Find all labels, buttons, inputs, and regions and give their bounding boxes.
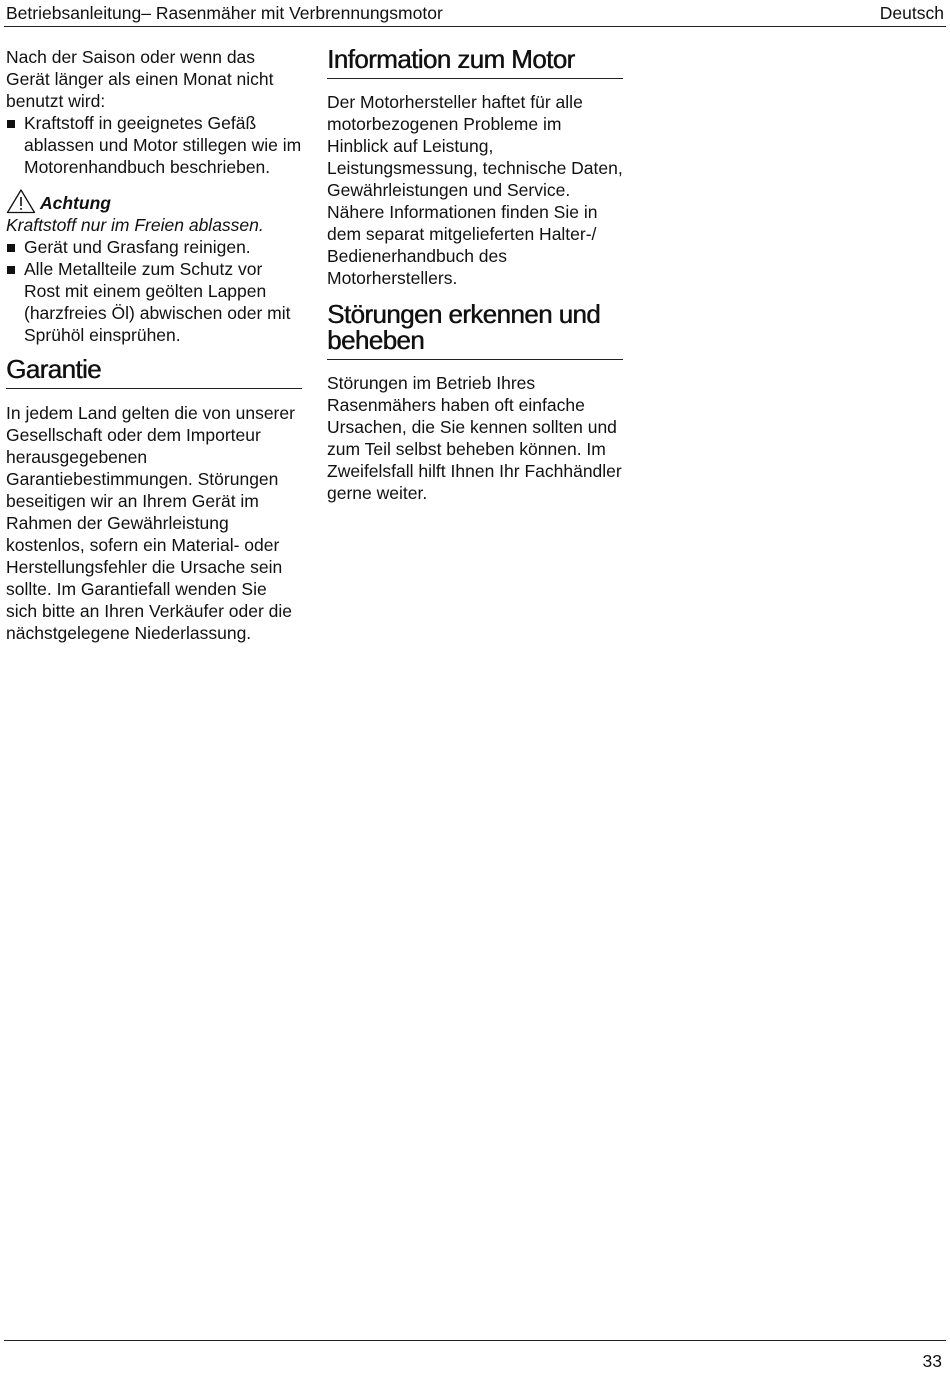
troubleshooting-section <box>327 301 623 504</box>
garantie-section <box>6 356 302 644</box>
language-label: Deutsch <box>879 3 944 23</box>
troubleshooting-heading: Störungen erkennen und beheben <box>327 301 623 360</box>
document-title: Betriebsanleitung– Rasenmäher mit Verbrennungsmotor <box>6 3 443 23</box>
list-item-text: Alle Metallteile zum Schutz vor Rost mit einem geölten Lappen (harzfreies Öl) abwischen oder mit Sprühöl einsprühen. <box>24 259 291 345</box>
footer-divider <box>4 1340 946 1341</box>
page-number: 33 <box>922 1351 942 1371</box>
list-item-text: Kraftstoff in geeignetes Gefäß ablassen und Motor stillegen wie im Motorenhandbuch beschrieben. <box>24 113 302 177</box>
bullet-square-icon <box>7 266 15 274</box>
garantie-body: In jedem Land gelten die von unserer Gesellschaft oder dem Importeur herausgegebenen Garantiebestimmungen. Störungen beseitigen wir an Ihrem Gerät im Rahmen der Gewährleistung kostenlos, sofern ein Material- oder Herstellungsfehler die Ursache sein sollte. Im Garantiefall wenden Sie sich bitte an Ihren Verkäufer oder die nächstgelegene Niederlassung. <box>6 403 295 643</box>
motor-body: Der Motorhersteller haftet für alle motorbezogenen Probleme im Hinblick auf Leistung, Leistungsmessung, technische Daten, Gewährleistungen und Service. Nähere Informationen finden Sie in dem separat mitgelieferten Halter-/ Bedienerhandbuch des Motorherstellers. <box>327 92 623 288</box>
bullet-square-icon <box>7 120 15 128</box>
warning-label: Achtung <box>40 193 111 213</box>
storage-bullets-bottom <box>6 236 302 346</box>
motor-heading: Information zum Motor <box>327 46 623 79</box>
bullet-square-icon <box>7 244 15 252</box>
storage-intro: Nach der Saison oder wenn das Gerät länger als einen Monat nicht benutzt wird: <box>6 47 274 111</box>
page-header <box>4 0 946 27</box>
troubleshooting-body: Störungen im Betrieb Ihres Rasenmähers haben oft einfache Ursachen, die Sie kennen sollten und zum Teil selbst beheben können. Im Zweifelsfall hilft Ihnen Ihr Fachhändler gerne weiter. <box>327 373 622 503</box>
right-column <box>327 46 623 504</box>
left-column <box>6 46 302 644</box>
list-item-text: Gerät und Grasfang reinigen. <box>24 237 251 257</box>
storage-bullets-top <box>6 112 302 178</box>
warning-triangle-icon <box>6 188 40 214</box>
list-item <box>6 236 302 258</box>
warning-notice <box>6 190 302 236</box>
motor-section <box>327 46 623 289</box>
list-item <box>6 112 302 178</box>
warning-text: Kraftstoff nur im Freien ablassen. <box>6 215 264 235</box>
list-item <box>6 258 302 346</box>
garantie-heading: Garantie <box>6 356 302 389</box>
